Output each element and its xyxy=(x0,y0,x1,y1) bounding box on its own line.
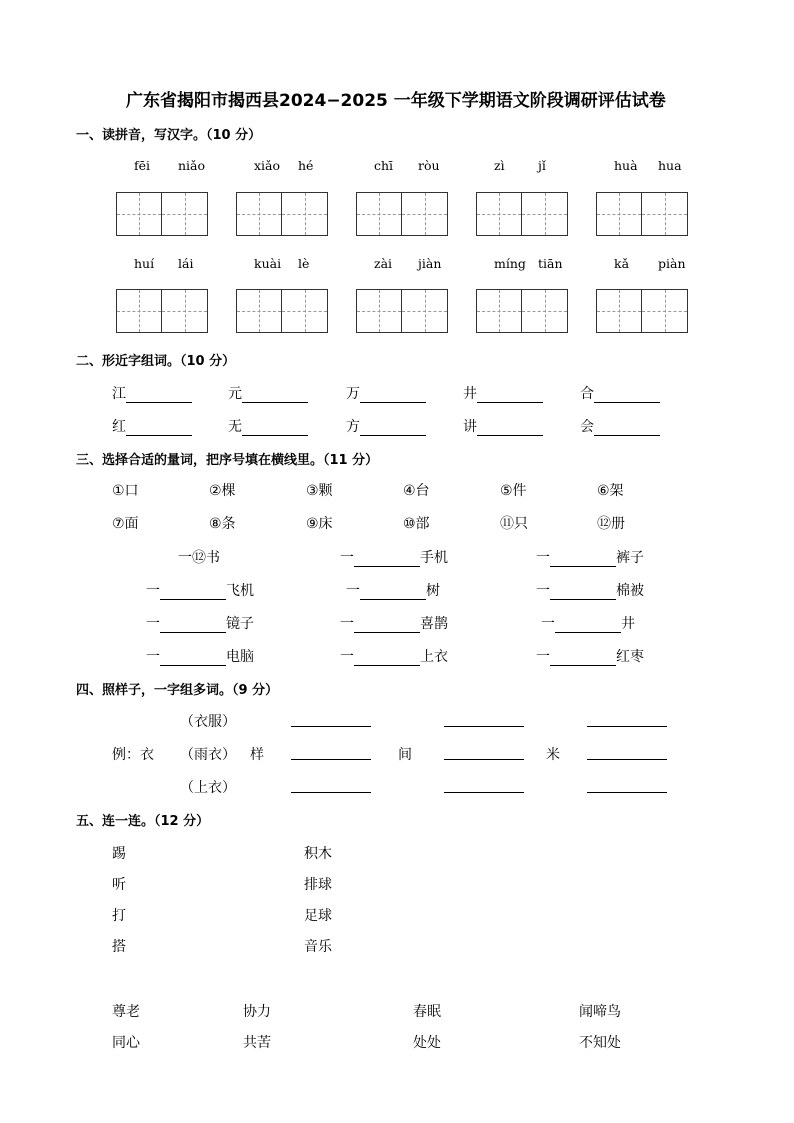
pinyin-syllable: niǎo xyxy=(178,158,206,173)
match-left-item[interactable]: 听 xyxy=(112,877,126,893)
tianzige-writing-box[interactable] xyxy=(236,192,328,236)
tianzige-writing-box[interactable] xyxy=(476,192,568,236)
pinyin-syllable: jiàn xyxy=(418,256,442,271)
measure-word-option: ①口 xyxy=(112,483,139,499)
pinyin-syllable: piàn xyxy=(658,256,686,271)
pinyin-syllable: kuài xyxy=(254,256,282,271)
match-left-item[interactable]: 打 xyxy=(112,908,126,924)
example-label: 例：衣 xyxy=(112,747,154,763)
tianzige-writing-box[interactable] xyxy=(596,192,688,236)
tianzige-cell[interactable] xyxy=(357,193,402,235)
guide-line xyxy=(259,290,260,332)
tianzige-cell[interactable] xyxy=(402,193,447,235)
measure-word-item xyxy=(536,646,644,666)
answer-blank[interactable] xyxy=(594,389,660,403)
answer-blank[interactable] xyxy=(477,422,543,436)
answer-blank[interactable] xyxy=(354,619,420,633)
guide-line xyxy=(185,193,186,235)
match-right-item[interactable]: 积木 xyxy=(304,846,332,862)
pinyin-syllable: hé xyxy=(298,158,314,173)
answer-blank[interactable] xyxy=(354,652,420,666)
item-prefix: 一 xyxy=(146,616,160,632)
tianzige-cell[interactable] xyxy=(282,290,327,332)
tianzige-cell[interactable] xyxy=(477,290,522,332)
guide-line xyxy=(379,290,380,332)
match-right-item[interactable]: 足球 xyxy=(304,908,332,924)
measure-word-option: ⑩部 xyxy=(403,516,430,532)
base-character: 万 xyxy=(346,386,360,402)
guide-line xyxy=(139,290,140,332)
answer-blank[interactable] xyxy=(291,713,371,727)
guide-line xyxy=(665,193,666,235)
item-prefix: 一 xyxy=(536,550,550,566)
item-prefix: 一 xyxy=(536,649,550,665)
tianzige-cell[interactable] xyxy=(237,290,282,332)
match-phrase-item[interactable]: 尊老 xyxy=(112,1004,140,1020)
answer-blank[interactable] xyxy=(555,619,621,633)
answer-blank[interactable] xyxy=(587,713,667,727)
answer-blank[interactable] xyxy=(587,746,667,760)
tianzige-writing-box[interactable] xyxy=(116,192,208,236)
guide-line xyxy=(379,193,380,235)
tianzige-cell[interactable] xyxy=(117,193,162,235)
base-character: 江 xyxy=(112,386,126,402)
answer-blank[interactable] xyxy=(160,619,226,633)
item-prefix: 一 xyxy=(346,583,360,599)
base-character: 井 xyxy=(463,386,477,402)
tianzige-cell[interactable] xyxy=(522,290,567,332)
match-phrase-item[interactable]: 处处 xyxy=(413,1035,441,1051)
measure-word-option: ⑫册 xyxy=(597,516,625,532)
answer-blank[interactable] xyxy=(242,389,308,403)
tianzige-cell[interactable] xyxy=(357,290,402,332)
answer-blank[interactable] xyxy=(291,779,371,793)
answer-blank[interactable] xyxy=(354,553,420,567)
tianzige-writing-box[interactable] xyxy=(596,289,688,333)
answer-blank[interactable] xyxy=(594,422,660,436)
answer-blank[interactable] xyxy=(550,553,616,567)
pinyin-syllable: ròu xyxy=(418,158,440,173)
base-character: 元 xyxy=(228,386,242,402)
item-prefix: 一 xyxy=(340,616,354,632)
guide-line xyxy=(545,290,546,332)
guide-line xyxy=(425,290,426,332)
pinyin-syllable: lè xyxy=(298,256,310,271)
item-noun: 红枣 xyxy=(616,649,644,665)
match-right-item[interactable]: 音乐 xyxy=(304,939,332,955)
pinyin-syllable: míng xyxy=(494,256,526,271)
measure-word-option: ⑧条 xyxy=(209,516,236,532)
item-prefix: 一 xyxy=(146,583,160,599)
tianzige-cell[interactable] xyxy=(237,193,282,235)
tianzige-cell[interactable] xyxy=(162,290,207,332)
section-4-heading: 四、照样子，一字组多词。（9 分） xyxy=(76,683,279,698)
guide-line xyxy=(619,193,620,235)
answer-blank[interactable] xyxy=(587,779,667,793)
target-character: 间 xyxy=(398,747,412,763)
pinyin-syllable: huà xyxy=(614,158,638,173)
measure-word-item xyxy=(340,613,448,633)
word-formation-item xyxy=(463,416,543,436)
guide-line xyxy=(499,290,500,332)
answer-blank[interactable] xyxy=(160,586,226,600)
pinyin-syllable: hua xyxy=(658,158,682,173)
item-noun: 井 xyxy=(621,616,635,632)
measure-word-item xyxy=(536,580,644,600)
answer-blank[interactable] xyxy=(126,422,192,436)
example-item: 一⑫书 xyxy=(178,550,220,566)
item-noun: 棉被 xyxy=(616,583,644,599)
word-formation-item xyxy=(346,416,426,436)
answer-blank[interactable] xyxy=(160,652,226,666)
word-formation-item xyxy=(112,383,192,403)
guide-line xyxy=(619,290,620,332)
answer-blank[interactable] xyxy=(477,389,543,403)
guide-line xyxy=(305,193,306,235)
word-formation-item xyxy=(346,383,426,403)
answer-blank[interactable] xyxy=(360,389,426,403)
tianzige-cell[interactable] xyxy=(117,290,162,332)
base-character: 方 xyxy=(346,419,360,435)
item-prefix: 一 xyxy=(146,649,160,665)
measure-word-option: ⑪只 xyxy=(500,516,528,532)
match-phrase-item[interactable]: 同心 xyxy=(112,1035,140,1051)
item-prefix: 一 xyxy=(536,583,550,599)
pinyin-syllable: xiǎo xyxy=(254,158,281,173)
answer-blank[interactable] xyxy=(444,713,524,727)
answer-blank[interactable] xyxy=(360,422,426,436)
answer-blank[interactable] xyxy=(242,422,308,436)
word-formation-item xyxy=(228,416,308,436)
match-phrase-item[interactable]: 共苦 xyxy=(243,1035,271,1051)
tianzige-cell[interactable] xyxy=(477,193,522,235)
pinyin-syllable: zì xyxy=(494,158,505,173)
target-character: 米 xyxy=(546,747,560,763)
match-left-item[interactable]: 踢 xyxy=(112,846,126,862)
base-character: 合 xyxy=(580,386,594,402)
guide-line xyxy=(545,193,546,235)
answer-blank[interactable] xyxy=(291,746,371,760)
match-left-item[interactable]: 搭 xyxy=(112,939,126,955)
word-formation-item xyxy=(112,416,192,436)
measure-word-item xyxy=(146,613,254,633)
tianzige-writing-box[interactable] xyxy=(356,192,448,236)
pinyin-syllable: lái xyxy=(178,256,194,271)
section-1-heading: 一、读拼音，写汉字。（10 分） xyxy=(76,128,262,143)
base-character: 无 xyxy=(228,419,242,435)
section-3-heading: 三、选择合适的量词，把序号填在横线里。（11 分） xyxy=(76,453,379,468)
item-prefix: 一 xyxy=(340,649,354,665)
word-formation-item xyxy=(580,383,660,403)
item-noun: 上衣 xyxy=(420,649,448,665)
tianzige-writing-box[interactable] xyxy=(356,289,448,333)
tianzige-cell[interactable] xyxy=(522,193,567,235)
tianzige-cell[interactable] xyxy=(597,290,642,332)
pinyin-syllable: chī xyxy=(374,158,394,173)
item-prefix: 一 xyxy=(541,616,555,632)
measure-word-option: ⑨床 xyxy=(306,516,333,532)
measure-word-item xyxy=(346,580,440,600)
item-noun: 飞机 xyxy=(226,583,254,599)
guide-line xyxy=(259,193,260,235)
measure-word-option: ⑦面 xyxy=(112,516,139,532)
tianzige-cell[interactable] xyxy=(282,193,327,235)
match-phrase-item[interactable]: 协力 xyxy=(243,1004,271,1020)
match-phrase-item[interactable]: 闻啼鸟 xyxy=(579,1004,621,1020)
pinyin-syllable: zài xyxy=(374,256,393,271)
pinyin-syllable: jǐ xyxy=(538,158,546,173)
measure-word-option: ⑥架 xyxy=(597,483,624,499)
guide-line xyxy=(185,290,186,332)
measure-word-option: ③颗 xyxy=(306,483,333,499)
match-phrase-item[interactable]: 春眠 xyxy=(413,1004,441,1020)
measure-word-item xyxy=(541,613,635,633)
answer-blank[interactable] xyxy=(550,652,616,666)
word-formation-item xyxy=(580,416,660,436)
match-right-item[interactable]: 排球 xyxy=(304,877,332,893)
tianzige-writing-box[interactable] xyxy=(116,289,208,333)
target-character: 样 xyxy=(250,747,264,763)
tianzige-cell[interactable] xyxy=(162,193,207,235)
tianzige-writing-box[interactable] xyxy=(236,289,328,333)
measure-word-item xyxy=(536,547,644,567)
pinyin-syllable: tiān xyxy=(538,256,563,271)
tianzige-writing-box[interactable] xyxy=(476,289,568,333)
item-noun: 电脑 xyxy=(226,649,254,665)
word-formation-item xyxy=(463,383,543,403)
base-character: 会 xyxy=(580,419,594,435)
page-title: 广东省揭阳市揭西县2024−2025 一年级下学期语文阶段调研评估试卷 xyxy=(126,91,666,111)
measure-word-option: ⑤件 xyxy=(500,483,527,499)
guide-line xyxy=(665,290,666,332)
pinyin-syllable: huí xyxy=(134,256,155,271)
pinyin-syllable: fēi xyxy=(134,158,151,173)
tianzige-cell[interactable] xyxy=(642,193,687,235)
measure-word-item xyxy=(340,547,448,567)
guide-line xyxy=(499,193,500,235)
measure-word-item xyxy=(340,646,448,666)
base-character: 红 xyxy=(112,419,126,435)
measure-word-option: ④台 xyxy=(403,483,430,499)
answer-blank[interactable] xyxy=(550,586,616,600)
section-2-heading: 二、形近字组词。（10 分） xyxy=(76,354,236,369)
answer-blank[interactable] xyxy=(444,779,524,793)
item-noun: 镜子 xyxy=(226,616,254,632)
guide-line xyxy=(139,193,140,235)
example-word: （上衣） xyxy=(180,780,236,796)
tianzige-cell[interactable] xyxy=(597,193,642,235)
item-prefix: 一 xyxy=(340,550,354,566)
example-word: （衣服） xyxy=(180,714,236,730)
pinyin-syllable: kǎ xyxy=(614,256,630,271)
tianzige-cell[interactable] xyxy=(642,290,687,332)
example-word: （雨衣） xyxy=(180,747,236,763)
match-phrase-item[interactable]: 不知处 xyxy=(579,1035,621,1051)
guide-line xyxy=(425,193,426,235)
item-noun: 手机 xyxy=(420,550,448,566)
tianzige-cell[interactable] xyxy=(402,290,447,332)
measure-word-option: ②棵 xyxy=(209,483,236,499)
guide-line xyxy=(305,290,306,332)
measure-word-item xyxy=(146,646,254,666)
word-formation-item xyxy=(228,383,308,403)
answer-blank[interactable] xyxy=(126,389,192,403)
base-character: 讲 xyxy=(463,419,477,435)
item-noun: 喜鹊 xyxy=(420,616,448,632)
measure-word-item xyxy=(146,580,254,600)
item-noun: 裤子 xyxy=(616,550,644,566)
section-5-heading: 五、连一连。（12 分） xyxy=(76,814,210,829)
answer-blank[interactable] xyxy=(444,746,524,760)
answer-blank[interactable] xyxy=(360,586,426,600)
item-noun: 树 xyxy=(426,583,440,599)
